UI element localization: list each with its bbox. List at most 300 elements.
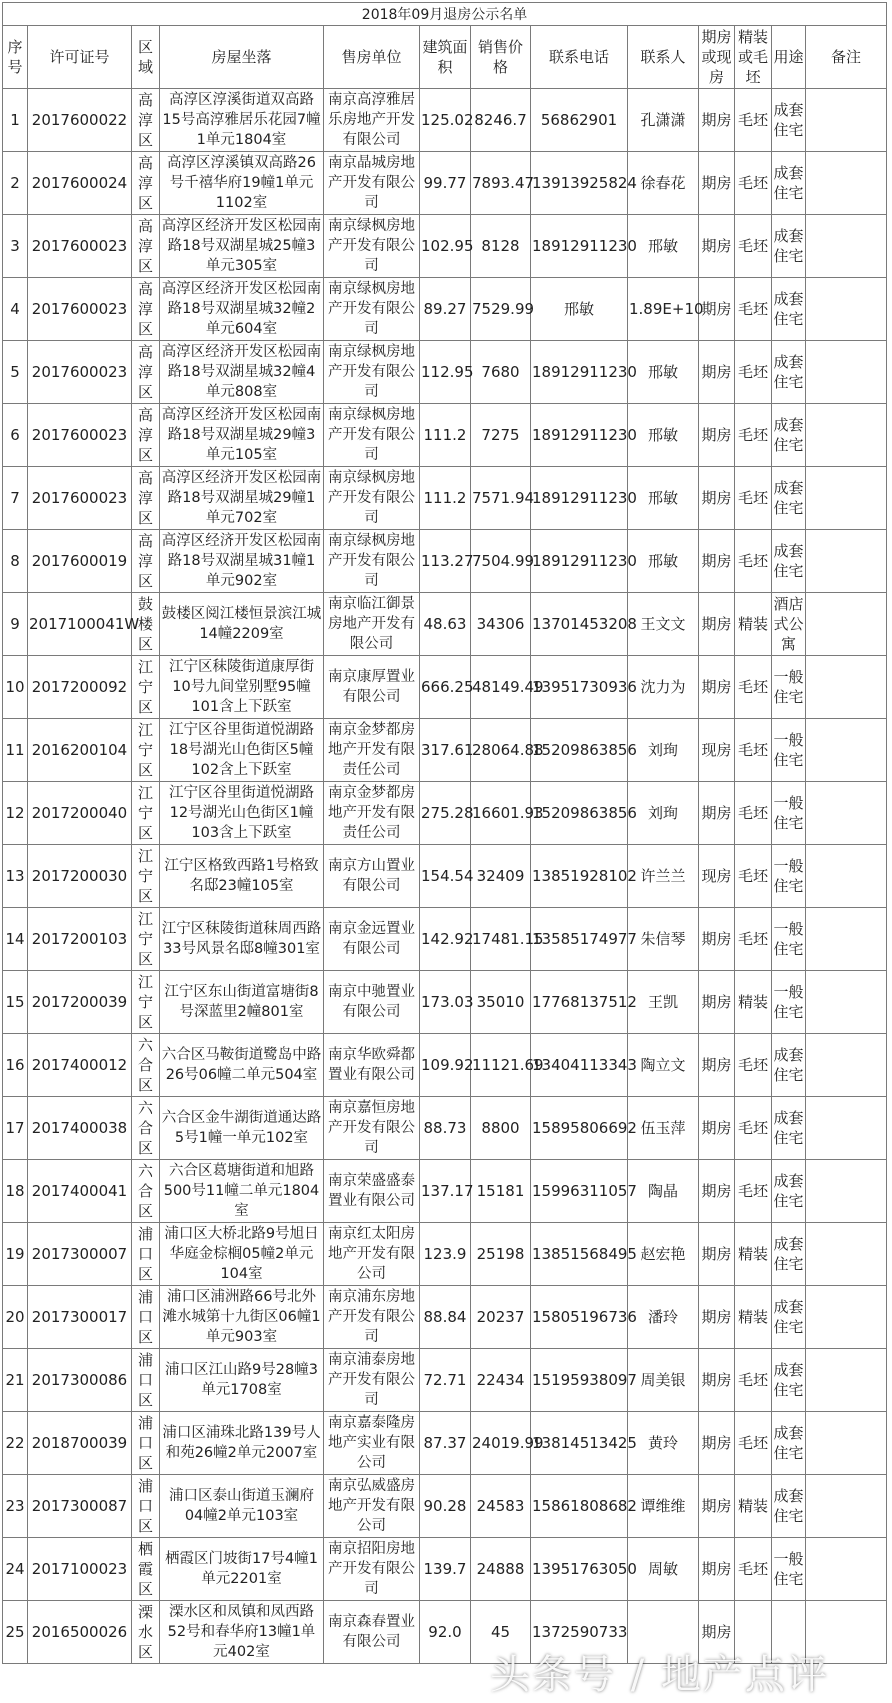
cell-seller: 南京绿枫房地产开发有限公司 bbox=[324, 530, 420, 593]
table-row bbox=[3, 1034, 887, 1097]
cell-seller: 南京绿枫房地产开发有限公司 bbox=[324, 278, 420, 341]
cell-status: 期房 bbox=[699, 1412, 735, 1475]
cell-price: 7275 bbox=[471, 404, 531, 467]
cell-permit: 2017600023 bbox=[28, 215, 132, 278]
cell-seller: 南京红太阳房地产开发有限公司 bbox=[324, 1223, 420, 1286]
cell-contact: 沈力为 bbox=[628, 656, 699, 719]
cell-remark bbox=[806, 1286, 887, 1349]
cell-status: 期房 bbox=[699, 1097, 735, 1160]
table-row bbox=[3, 1160, 887, 1223]
cell-no: 2 bbox=[3, 152, 28, 215]
cell-usage bbox=[772, 1601, 806, 1664]
cell-no: 5 bbox=[3, 341, 28, 404]
cell-remark bbox=[806, 1538, 887, 1601]
cell-district: 栖霞区 bbox=[132, 1538, 160, 1601]
cell-no: 9 bbox=[3, 593, 28, 656]
cell-contact: 刘珣 bbox=[628, 782, 699, 845]
cell-finish: 毛坯 bbox=[735, 1034, 772, 1097]
cell-district: 高淳区 bbox=[132, 89, 160, 152]
cell-seller: 南京康厚置业有限公司 bbox=[324, 656, 420, 719]
cell-price: 25198 bbox=[471, 1223, 531, 1286]
header-usage: 用途 bbox=[772, 26, 806, 89]
cell-phone: 15805196736 bbox=[531, 1286, 628, 1349]
cell-area: 123.9 bbox=[420, 1223, 471, 1286]
cell-usage: 一般住宅 bbox=[772, 719, 806, 782]
table-row bbox=[3, 1412, 887, 1475]
cell-permit: 2016500026 bbox=[28, 1601, 132, 1664]
cell-usage: 成套住宅 bbox=[772, 1160, 806, 1223]
cell-permit: 2017600023 bbox=[28, 278, 132, 341]
cell-area: 88.73 bbox=[420, 1097, 471, 1160]
cell-remark bbox=[806, 1349, 887, 1412]
cell-permit: 2017200039 bbox=[28, 971, 132, 1034]
cell-phone: 15195938097 bbox=[531, 1349, 628, 1412]
cell-usage: 成套住宅 bbox=[772, 467, 806, 530]
cell-permit: 2017600024 bbox=[28, 152, 132, 215]
cell-finish: 毛坯 bbox=[735, 908, 772, 971]
cell-seller: 南京绿枫房地产开发有限公司 bbox=[324, 341, 420, 404]
cell-status: 期房 bbox=[699, 1160, 735, 1223]
cell-finish: 毛坯 bbox=[735, 341, 772, 404]
cell-permit: 2017300017 bbox=[28, 1286, 132, 1349]
cell-permit: 2016200104 bbox=[28, 719, 132, 782]
cell-district: 六合区 bbox=[132, 1034, 160, 1097]
cell-no: 20 bbox=[3, 1286, 28, 1349]
table-row bbox=[3, 152, 887, 215]
cell-contact: 邢敏 bbox=[628, 530, 699, 593]
cell-phone: 13814513425 bbox=[531, 1412, 628, 1475]
cell-district: 高淳区 bbox=[132, 278, 160, 341]
cell-no: 4 bbox=[3, 278, 28, 341]
cell-permit: 2017300007 bbox=[28, 1223, 132, 1286]
cell-status: 期房 bbox=[699, 152, 735, 215]
cell-price: 11121.69 bbox=[471, 1034, 531, 1097]
cell-area: 89.27 bbox=[420, 278, 471, 341]
cell-usage: 成套住宅 bbox=[772, 1097, 806, 1160]
cell-usage: 一般住宅 bbox=[772, 782, 806, 845]
table-row bbox=[3, 971, 887, 1034]
cell-usage: 成套住宅 bbox=[772, 278, 806, 341]
cell-seller: 南京浦东房地产开发有限公司 bbox=[324, 1286, 420, 1349]
cell-status: 期房 bbox=[699, 278, 735, 341]
table-row bbox=[3, 530, 887, 593]
cell-contact: 周美银 bbox=[628, 1349, 699, 1412]
cell-remark bbox=[806, 467, 887, 530]
cell-status: 期房 bbox=[699, 782, 735, 845]
cell-status: 期房 bbox=[699, 1475, 735, 1538]
refund-list-table bbox=[2, 2, 887, 1664]
cell-usage: 成套住宅 bbox=[772, 1223, 806, 1286]
cell-phone: 15209863856 bbox=[531, 719, 628, 782]
cell-area: 275.28 bbox=[420, 782, 471, 845]
table-row bbox=[3, 1538, 887, 1601]
cell-seller: 南京高淳雅居乐房地产开发有限公司 bbox=[324, 89, 420, 152]
cell-remark bbox=[806, 1601, 887, 1664]
header-permit: 许可证号 bbox=[28, 26, 132, 89]
cell-remark bbox=[806, 1223, 887, 1286]
cell-phone: 13701453208 bbox=[531, 593, 628, 656]
cell-finish: 毛坯 bbox=[735, 89, 772, 152]
cell-phone: 邢敏 bbox=[531, 278, 628, 341]
cell-permit: 2017300087 bbox=[28, 1475, 132, 1538]
cell-usage: 成套住宅 bbox=[772, 1034, 806, 1097]
header-contact: 联系人 bbox=[628, 26, 699, 89]
header-district: 区域 bbox=[132, 26, 160, 89]
cell-price: 45 bbox=[471, 1601, 531, 1664]
cell-seller: 南京华欧舜都置业有限公司 bbox=[324, 1034, 420, 1097]
cell-no: 25 bbox=[3, 1601, 28, 1664]
cell-finish: 毛坯 bbox=[735, 845, 772, 908]
cell-finish: 毛坯 bbox=[735, 1160, 772, 1223]
cell-district: 六合区 bbox=[132, 1160, 160, 1223]
cell-price: 8800 bbox=[471, 1097, 531, 1160]
cell-contact: 黄玲 bbox=[628, 1412, 699, 1475]
cell-usage: 一般住宅 bbox=[772, 1538, 806, 1601]
cell-status: 现房 bbox=[699, 845, 735, 908]
cell-seller: 南京绿枫房地产开发有限公司 bbox=[324, 467, 420, 530]
cell-no: 7 bbox=[3, 467, 28, 530]
cell-remark bbox=[806, 278, 887, 341]
cell-status: 期房 bbox=[699, 656, 735, 719]
cell-status: 期房 bbox=[699, 1349, 735, 1412]
cell-contact bbox=[628, 1601, 699, 1664]
table-row bbox=[3, 467, 887, 530]
table-row bbox=[3, 1349, 887, 1412]
cell-address: 溧水区和凤镇和凤西路52号和春华府13幢1单元402室 bbox=[160, 1601, 324, 1664]
cell-remark bbox=[806, 1412, 887, 1475]
cell-contact: 邢敏 bbox=[628, 341, 699, 404]
cell-address: 六合区金牛湖街道通达路5号1幢一单元102室 bbox=[160, 1097, 324, 1160]
cell-district: 江宁区 bbox=[132, 719, 160, 782]
cell-district: 浦口区 bbox=[132, 1286, 160, 1349]
cell-price: 24888 bbox=[471, 1538, 531, 1601]
cell-contact: 赵宏艳 bbox=[628, 1223, 699, 1286]
cell-contact: 邢敏 bbox=[628, 404, 699, 467]
cell-area: 139.7 bbox=[420, 1538, 471, 1601]
cell-usage: 成套住宅 bbox=[772, 152, 806, 215]
cell-district: 高淳区 bbox=[132, 341, 160, 404]
cell-phone: 18912911230 bbox=[531, 467, 628, 530]
cell-remark bbox=[806, 1160, 887, 1223]
cell-finish: 毛坯 bbox=[735, 656, 772, 719]
cell-area: 317.61 bbox=[420, 719, 471, 782]
table-row bbox=[3, 404, 887, 467]
cell-area: 48.63 bbox=[420, 593, 471, 656]
cell-contact: 邢敏 bbox=[628, 467, 699, 530]
table-row bbox=[3, 1223, 887, 1286]
cell-finish: 毛坯 bbox=[735, 530, 772, 593]
header-remark: 备注 bbox=[806, 26, 887, 89]
cell-no: 21 bbox=[3, 1349, 28, 1412]
cell-remark bbox=[806, 845, 887, 908]
cell-price: 20237 bbox=[471, 1286, 531, 1349]
cell-price: 8246.7 bbox=[471, 89, 531, 152]
table-row bbox=[3, 845, 887, 908]
cell-no: 14 bbox=[3, 908, 28, 971]
table-row bbox=[3, 341, 887, 404]
cell-permit: 2017100023 bbox=[28, 1538, 132, 1601]
cell-remark bbox=[806, 1097, 887, 1160]
cell-status: 期房 bbox=[699, 89, 735, 152]
table-row bbox=[3, 782, 887, 845]
cell-seller: 南京金梦都房地产开发有限责任公司 bbox=[324, 782, 420, 845]
cell-address: 高淳区经济开发区松园南路18号双湖星城29幢3单元105室 bbox=[160, 404, 324, 467]
cell-status: 现房 bbox=[699, 719, 735, 782]
cell-district: 高淳区 bbox=[132, 530, 160, 593]
cell-district: 江宁区 bbox=[132, 908, 160, 971]
cell-phone: 18912911230 bbox=[531, 404, 628, 467]
cell-remark bbox=[806, 341, 887, 404]
cell-price: 28064.88 bbox=[471, 719, 531, 782]
header-phone: 联系电话 bbox=[531, 26, 628, 89]
cell-phone: 56862901 bbox=[531, 89, 628, 152]
cell-remark bbox=[806, 152, 887, 215]
cell-no: 3 bbox=[3, 215, 28, 278]
cell-area: 154.54 bbox=[420, 845, 471, 908]
cell-district: 高淳区 bbox=[132, 215, 160, 278]
table-row bbox=[3, 1097, 887, 1160]
cell-status: 期房 bbox=[699, 404, 735, 467]
watermark: 头条号 / 地产点评 bbox=[490, 1652, 829, 1698]
cell-phone: 13404113343 bbox=[531, 1034, 628, 1097]
cell-address: 江宁区秣陵街道康厚街10号九间堂别墅95幢101含上下跃室 bbox=[160, 656, 324, 719]
cell-no: 11 bbox=[3, 719, 28, 782]
cell-remark bbox=[806, 89, 887, 152]
cell-usage: 成套住宅 bbox=[772, 1412, 806, 1475]
cell-finish: 精装 bbox=[735, 593, 772, 656]
cell-finish: 毛坯 bbox=[735, 782, 772, 845]
cell-contact: 谭维维 bbox=[628, 1475, 699, 1538]
cell-contact: 王文文 bbox=[628, 593, 699, 656]
cell-area: 87.37 bbox=[420, 1412, 471, 1475]
table-row bbox=[3, 593, 887, 656]
cell-remark bbox=[806, 215, 887, 278]
cell-usage: 成套住宅 bbox=[772, 1349, 806, 1412]
cell-contact: 陶立文 bbox=[628, 1034, 699, 1097]
cell-status: 期房 bbox=[699, 1601, 735, 1664]
cell-status: 期房 bbox=[699, 341, 735, 404]
cell-phone: 13913925824 bbox=[531, 152, 628, 215]
cell-seller: 南京金梦都房地产开发有限责任公司 bbox=[324, 719, 420, 782]
cell-district: 江宁区 bbox=[132, 782, 160, 845]
cell-permit: 2017600019 bbox=[28, 530, 132, 593]
table-row bbox=[3, 908, 887, 971]
cell-address: 江宁区格致西路1号格致名邸23幢105室 bbox=[160, 845, 324, 908]
cell-phone: 15861808682 bbox=[531, 1475, 628, 1538]
cell-permit: 2017400038 bbox=[28, 1097, 132, 1160]
cell-seller: 南京招阳房地产开发有限公司 bbox=[324, 1538, 420, 1601]
table-row bbox=[3, 1286, 887, 1349]
cell-price: 32409 bbox=[471, 845, 531, 908]
table-row bbox=[3, 1475, 887, 1538]
cell-finish: 毛坯 bbox=[735, 1349, 772, 1412]
cell-finish: 精装 bbox=[735, 1286, 772, 1349]
cell-area: 113.27 bbox=[420, 530, 471, 593]
cell-no: 1 bbox=[3, 89, 28, 152]
cell-finish: 精装 bbox=[735, 971, 772, 1034]
cell-price: 15181 bbox=[471, 1160, 531, 1223]
cell-address: 江宁区谷里街道悦湖路12号湖光山色街区1幢103含上下跃室 bbox=[160, 782, 324, 845]
cell-status: 期房 bbox=[699, 467, 735, 530]
cell-no: 23 bbox=[3, 1475, 28, 1538]
cell-phone: 13851568495 bbox=[531, 1223, 628, 1286]
public-notice-sheet bbox=[2, 2, 886, 1664]
cell-permit: 2017200040 bbox=[28, 782, 132, 845]
cell-finish: 毛坯 bbox=[735, 278, 772, 341]
cell-address: 六合区马鞍街道鹭岛中路26号06幢二单元504室 bbox=[160, 1034, 324, 1097]
cell-permit: 2018700039 bbox=[28, 1412, 132, 1475]
cell-remark bbox=[806, 656, 887, 719]
cell-status: 期房 bbox=[699, 1538, 735, 1601]
cell-permit: 2017100041W bbox=[28, 593, 132, 656]
header-finish: 精装或毛坯 bbox=[735, 26, 772, 89]
cell-address: 六合区葛塘街道和旭路500号11幢二单元1804室 bbox=[160, 1160, 324, 1223]
header-status: 期房或现房 bbox=[699, 26, 735, 89]
cell-address: 高淳区经济开发区松园南路18号双湖星城32幢4单元808室 bbox=[160, 341, 324, 404]
table-row bbox=[3, 719, 887, 782]
cell-usage: 成套住宅 bbox=[772, 404, 806, 467]
table-row bbox=[3, 278, 887, 341]
cell-address: 浦口区浦珠北路139号人和苑26幢2单元2007室 bbox=[160, 1412, 324, 1475]
cell-seller: 南京森春置业有限公司 bbox=[324, 1601, 420, 1664]
cell-usage: 成套住宅 bbox=[772, 1286, 806, 1349]
cell-area: 125.02 bbox=[420, 89, 471, 152]
cell-contact: 许兰兰 bbox=[628, 845, 699, 908]
cell-contact: 1.89E+10 bbox=[628, 278, 699, 341]
cell-area: 99.77 bbox=[420, 152, 471, 215]
cell-status: 期房 bbox=[699, 1223, 735, 1286]
cell-permit: 2017600022 bbox=[28, 89, 132, 152]
cell-permit: 2017400012 bbox=[28, 1034, 132, 1097]
cell-address: 栖霞区门坡街17号4幢1单元2201室 bbox=[160, 1538, 324, 1601]
cell-no: 8 bbox=[3, 530, 28, 593]
cell-status: 期房 bbox=[699, 1286, 735, 1349]
cell-remark bbox=[806, 1475, 887, 1538]
cell-no: 6 bbox=[3, 404, 28, 467]
cell-no: 19 bbox=[3, 1223, 28, 1286]
cell-price: 24583 bbox=[471, 1475, 531, 1538]
cell-seller: 南京金远置业有限公司 bbox=[324, 908, 420, 971]
cell-remark bbox=[806, 971, 887, 1034]
cell-address: 江宁区谷里街道悦湖路18号湖光山色街区5幢102含上下跃室 bbox=[160, 719, 324, 782]
cell-status: 期房 bbox=[699, 908, 735, 971]
cell-remark bbox=[806, 404, 887, 467]
cell-phone: 1372590733 bbox=[531, 1601, 628, 1664]
cell-phone: 13951730936 bbox=[531, 656, 628, 719]
cell-usage: 一般住宅 bbox=[772, 845, 806, 908]
cell-finish: 毛坯 bbox=[735, 467, 772, 530]
cell-district: 高淳区 bbox=[132, 152, 160, 215]
cell-finish: 精装 bbox=[735, 1475, 772, 1538]
cell-district: 鼓楼区 bbox=[132, 593, 160, 656]
cell-finish: 毛坯 bbox=[735, 404, 772, 467]
cell-finish: 毛坯 bbox=[735, 152, 772, 215]
cell-finish: 毛坯 bbox=[735, 1097, 772, 1160]
cell-finish: 精装 bbox=[735, 1223, 772, 1286]
cell-status: 期房 bbox=[699, 1034, 735, 1097]
cell-district: 溧水区 bbox=[132, 1601, 160, 1664]
cell-address: 鼓楼区阅江楼恒景滨江城14幢2209室 bbox=[160, 593, 324, 656]
cell-address: 浦口区江山路9号28幢3单元1708室 bbox=[160, 1349, 324, 1412]
cell-seller: 南京嘉恒房地产开发有限公司 bbox=[324, 1097, 420, 1160]
cell-area: 92.0 bbox=[420, 1601, 471, 1664]
cell-no: 18 bbox=[3, 1160, 28, 1223]
cell-district: 浦口区 bbox=[132, 1475, 160, 1538]
cell-price: 16601.93 bbox=[471, 782, 531, 845]
cell-address: 浦口区大桥北路9号旭日华庭金棕榈05幢2单元104室 bbox=[160, 1223, 324, 1286]
cell-area: 112.95 bbox=[420, 341, 471, 404]
cell-usage: 一般住宅 bbox=[772, 656, 806, 719]
cell-contact: 陶晶 bbox=[628, 1160, 699, 1223]
cell-phone: 13585174977 bbox=[531, 908, 628, 971]
cell-address: 江宁区秣陵街道秣周西路33号风景名邸8幢301室 bbox=[160, 908, 324, 971]
cell-contact: 邢敏 bbox=[628, 215, 699, 278]
cell-price: 7571.94 bbox=[471, 467, 531, 530]
cell-usage: 成套住宅 bbox=[772, 341, 806, 404]
cell-phone: 18912911230 bbox=[531, 341, 628, 404]
cell-address: 高淳区经济开发区松园南路18号双湖星城29幢1单元702室 bbox=[160, 467, 324, 530]
cell-usage: 一般住宅 bbox=[772, 971, 806, 1034]
cell-area: 173.03 bbox=[420, 971, 471, 1034]
cell-seller: 南京嘉泰隆房地产实业有限公司 bbox=[324, 1412, 420, 1475]
cell-contact: 刘珣 bbox=[628, 719, 699, 782]
cell-remark bbox=[806, 782, 887, 845]
cell-price: 8128 bbox=[471, 215, 531, 278]
table-body bbox=[3, 89, 887, 1664]
table-row bbox=[3, 1601, 887, 1664]
cell-finish bbox=[735, 1601, 772, 1664]
cell-permit: 2017200103 bbox=[28, 908, 132, 971]
cell-seller: 南京临江御景房地产开发有限公司 bbox=[324, 593, 420, 656]
cell-seller: 南京弘威盛房地产开发有限公司 bbox=[324, 1475, 420, 1538]
cell-usage: 酒店式公寓 bbox=[772, 593, 806, 656]
cell-seller: 南京荣盛盛泰置业有限公司 bbox=[324, 1160, 420, 1223]
cell-area: 88.84 bbox=[420, 1286, 471, 1349]
cell-contact: 徐春花 bbox=[628, 152, 699, 215]
cell-phone: 15996311057 bbox=[531, 1160, 628, 1223]
cell-contact: 周敏 bbox=[628, 1538, 699, 1601]
header-row bbox=[3, 26, 887, 89]
cell-seller: 南京绿枫房地产开发有限公司 bbox=[324, 404, 420, 467]
cell-area: 90.28 bbox=[420, 1475, 471, 1538]
cell-no: 10 bbox=[3, 656, 28, 719]
cell-no: 22 bbox=[3, 1412, 28, 1475]
cell-price: 35010 bbox=[471, 971, 531, 1034]
cell-usage: 成套住宅 bbox=[772, 1475, 806, 1538]
cell-status: 期房 bbox=[699, 530, 735, 593]
cell-area: 109.92 bbox=[420, 1034, 471, 1097]
cell-district: 江宁区 bbox=[132, 845, 160, 908]
cell-usage: 成套住宅 bbox=[772, 89, 806, 152]
cell-area: 666.25 bbox=[420, 656, 471, 719]
cell-contact: 潘玲 bbox=[628, 1286, 699, 1349]
table-row bbox=[3, 215, 887, 278]
cell-address: 高淳区经济开发区松园南路18号双湖星城32幢2单元604室 bbox=[160, 278, 324, 341]
table-row bbox=[3, 89, 887, 152]
cell-contact: 伍玉萍 bbox=[628, 1097, 699, 1160]
cell-price: 48149.49 bbox=[471, 656, 531, 719]
cell-price: 17481.15 bbox=[471, 908, 531, 971]
cell-area: 72.71 bbox=[420, 1349, 471, 1412]
cell-remark bbox=[806, 1034, 887, 1097]
cell-permit: 2017200092 bbox=[28, 656, 132, 719]
cell-remark bbox=[806, 593, 887, 656]
cell-usage: 成套住宅 bbox=[772, 215, 806, 278]
cell-price: 22434 bbox=[471, 1349, 531, 1412]
header-area: 建筑面积 bbox=[420, 26, 471, 89]
cell-permit: 2017300086 bbox=[28, 1349, 132, 1412]
cell-price: 7529.99 bbox=[471, 278, 531, 341]
